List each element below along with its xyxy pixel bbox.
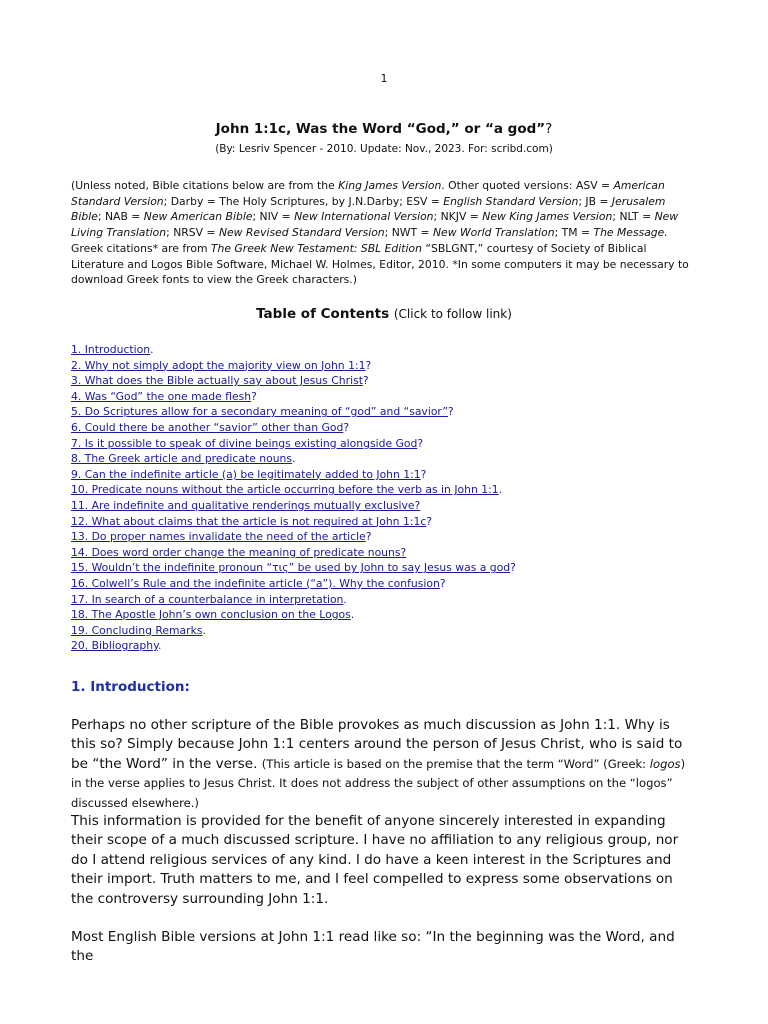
toc-punct: ? <box>447 405 454 419</box>
toc-link-majority-view[interactable]: 2. Why not simply adopt the majority view on John 1:1 <box>71 358 366 372</box>
toc-punct: . <box>202 623 206 637</box>
note-text-1: (Unless noted, Bible citations below are from the <box>71 179 339 192</box>
note-text-12: Greek citations* are from <box>71 241 211 255</box>
toc-item <box>71 529 711 545</box>
citation-note <box>71 178 697 288</box>
note-text-11: ; TM = <box>554 226 594 240</box>
paragraph-1-note-b: ) in the verse applies to Jesus Christ. It does not address the subject of other assumptions on the “logos” discussed elsewhere.) <box>71 756 686 810</box>
note-text-10: ; NWT = <box>384 226 433 240</box>
toc-link-indefinite-article[interactable]: 9. Can the indefinite article (a) be legitimately added to John 1:1 <box>71 467 421 481</box>
paragraph-3: Most English Bible versions at John 1:1 read like so: “In the beginning was the Word, and the <box>71 929 675 965</box>
note-italic-10: New World Translation <box>432 226 555 240</box>
paragraph-1 <box>71 716 697 813</box>
toc-item <box>71 498 711 514</box>
note-text-7: ; NKJV = <box>433 210 483 224</box>
toc-item <box>71 482 711 498</box>
note-text-6: ; NIV = <box>252 210 295 224</box>
toc-link-divine-beings[interactable]: 7. Is it possible to speak of divine beings existing alongside God <box>71 436 418 450</box>
toc-item <box>71 576 711 592</box>
toc-punct: . <box>157 639 162 653</box>
toc-punct: . <box>343 592 347 606</box>
toc-link-word-order[interactable]: 14. Does word order change the meaning of predicate nouns? <box>71 545 407 559</box>
toc-link-introduction[interactable]: 1. Introduction <box>71 343 151 356</box>
toc-punct: ? <box>439 576 446 590</box>
toc-heading <box>0 306 768 322</box>
toc-punct: . <box>498 483 503 497</box>
toc-item <box>71 592 711 608</box>
paragraph-1-note-italic: logos <box>649 756 681 771</box>
page-number: 1 <box>380 72 388 85</box>
toc-link-greek-article[interactable]: 8. The Greek article and predicate nouns <box>71 452 292 466</box>
paragraph-2: This information is provided for the benefit of anyone sincerely interested in expanding their scope of a much discussed scripture. I have no affiliation to any religious group, nor do I attend religious services of any kind. I do have a keen interest in the Scriptures and their import. Truth matters to me, and I feel compelled to express some observations on the controversy surrounding John 1:1. <box>71 813 679 907</box>
note-italic-9: New Revised Standard Version <box>218 226 385 240</box>
toc-item <box>71 638 711 654</box>
toc-punct: . <box>150 343 154 356</box>
paragraph-1-text: Perhaps no other scripture of the Bible provokes as much discussion as John 1:1. Why is this so? Simply because John 1:1 centers around the person of Jesus Christ, who is said to be “the Word” in the verse. <box>71 717 683 772</box>
note-italic-8: New Living Translation <box>71 210 679 240</box>
note-italic-4: Jerusalem Bible <box>71 194 666 224</box>
toc-item <box>71 389 711 405</box>
toc-item <box>71 358 711 374</box>
toc-link-predicate-nouns[interactable]: 10. Predicate nouns without the article occurring before the verb as in John 1:1 <box>71 483 499 497</box>
note-italic-3: English Standard Version <box>443 194 579 208</box>
note-text-3: ; Darby = The Holy Scriptures, by J.N.Darby; ESV = <box>163 194 444 208</box>
toc-link-god-made-flesh[interactable]: 4. Was “God” the one made flesh <box>71 389 252 403</box>
toc-punct: . <box>292 452 296 466</box>
toc-punct: ? <box>362 374 369 388</box>
toc-item <box>71 342 711 358</box>
note-text-8: ; NLT = <box>612 210 655 224</box>
note-italic-5: New American Bible <box>143 210 253 224</box>
toc-link-another-savior[interactable]: 6. Could there be another “savior” other than God <box>71 420 344 434</box>
toc-punct: ? <box>426 514 432 528</box>
toc-link-secondary-meaning[interactable]: 5. Do Scriptures allow for a secondary meaning of “god” and “savior” <box>71 405 448 419</box>
toc-link-proper-names[interactable]: 13. Do proper names invalidate the need of the article <box>71 530 366 544</box>
toc-item <box>71 623 711 639</box>
toc-link-counterbalance[interactable]: 17. In search of a counterbalance in interpretation <box>71 592 344 606</box>
toc-item <box>71 373 711 389</box>
toc-subtitle: (Click to follow link) <box>393 307 512 321</box>
toc-punct: ? <box>365 358 372 372</box>
toc-punct: ? <box>510 561 516 575</box>
note-text-4: ; JB = <box>578 194 612 208</box>
note-text-2: . Other quoted versions: ASV = <box>441 179 614 192</box>
note-text-9: ; NRSV = <box>166 226 219 240</box>
title-text: John 1:1c, Was the Word “God,” or “a god” <box>215 121 546 137</box>
toc-item <box>71 607 711 623</box>
toc-item <box>71 451 711 467</box>
toc-link-concluding-remarks[interactable]: 19. Concluding Remarks <box>71 623 203 637</box>
document-title <box>0 121 768 137</box>
toc-link-article-not-required[interactable]: 12. What about claims that the article is not required at John 1:1c <box>71 514 427 528</box>
note-italic-12: The Greek New Testament: SBL Edition <box>210 241 422 255</box>
paragraph-1-note-a: (This article is based on the premise that the term “Word” (Greek: <box>261 756 650 771</box>
toc-link-colwells-rule[interactable]: 16. Colwell’s Rule and the indefinite article (“a”). Why the confusion <box>71 576 440 590</box>
note-italic-7: New King James Version <box>482 210 613 224</box>
toc-item <box>71 436 711 452</box>
toc-link-indefinite-pronoun[interactable]: 15. Wouldn’t the indefinite pronoun “τις” be used by John to say Jesus was a god <box>71 561 511 575</box>
title-question-mark: ? <box>545 121 553 137</box>
toc-item <box>71 404 711 420</box>
toc-item <box>71 545 711 561</box>
note-italic-2: American Standard Version <box>71 179 665 208</box>
toc-punct: ? <box>343 420 350 434</box>
toc-punct: ? <box>365 530 372 544</box>
toc-link-apostle-john[interactable]: 18. The Apostle John’s own conclusion on the Logos <box>71 608 351 622</box>
toc-item <box>71 420 711 436</box>
note-text-5: ; NAB = <box>97 210 144 224</box>
note-italic-1: King James Version <box>338 179 442 192</box>
toc-punct: . <box>350 608 355 622</box>
toc-item <box>71 560 711 576</box>
section-heading-introduction: 1. Introduction: <box>71 679 190 695</box>
byline: (By: Lesriv Spencer - 2010. Update: Nov., 2023. For: scribd.com) <box>215 143 553 155</box>
table-of-contents <box>71 342 711 654</box>
note-italic-11: The Message. <box>593 226 668 240</box>
toc-punct: ? <box>251 389 257 403</box>
toc-item <box>71 514 711 530</box>
toc-link-bibliography[interactable]: 20. Bibliography <box>71 639 158 653</box>
toc-punct: ? <box>420 467 427 481</box>
toc-title: Table of Contents <box>256 306 390 322</box>
note-italic-6: New International Version <box>294 210 434 224</box>
toc-item <box>71 467 711 483</box>
toc-link-qualitative-renderings[interactable]: 11. Are indefinite and qualitative renderings mutually exclusive? <box>71 498 421 512</box>
toc-punct: ? <box>417 436 424 450</box>
note-text-13: “SBLGNT,” courtesy of Society of Biblical Literature and Logos Bible Software, Michael W. Holmes, Editor, 2010. *In some computers it may be necessary to download Greek fonts to view the Greek characters.) <box>71 241 689 287</box>
toc-link-bible-jesus-christ[interactable]: 3. What does the Bible actually say about Jesus Christ <box>71 374 363 388</box>
